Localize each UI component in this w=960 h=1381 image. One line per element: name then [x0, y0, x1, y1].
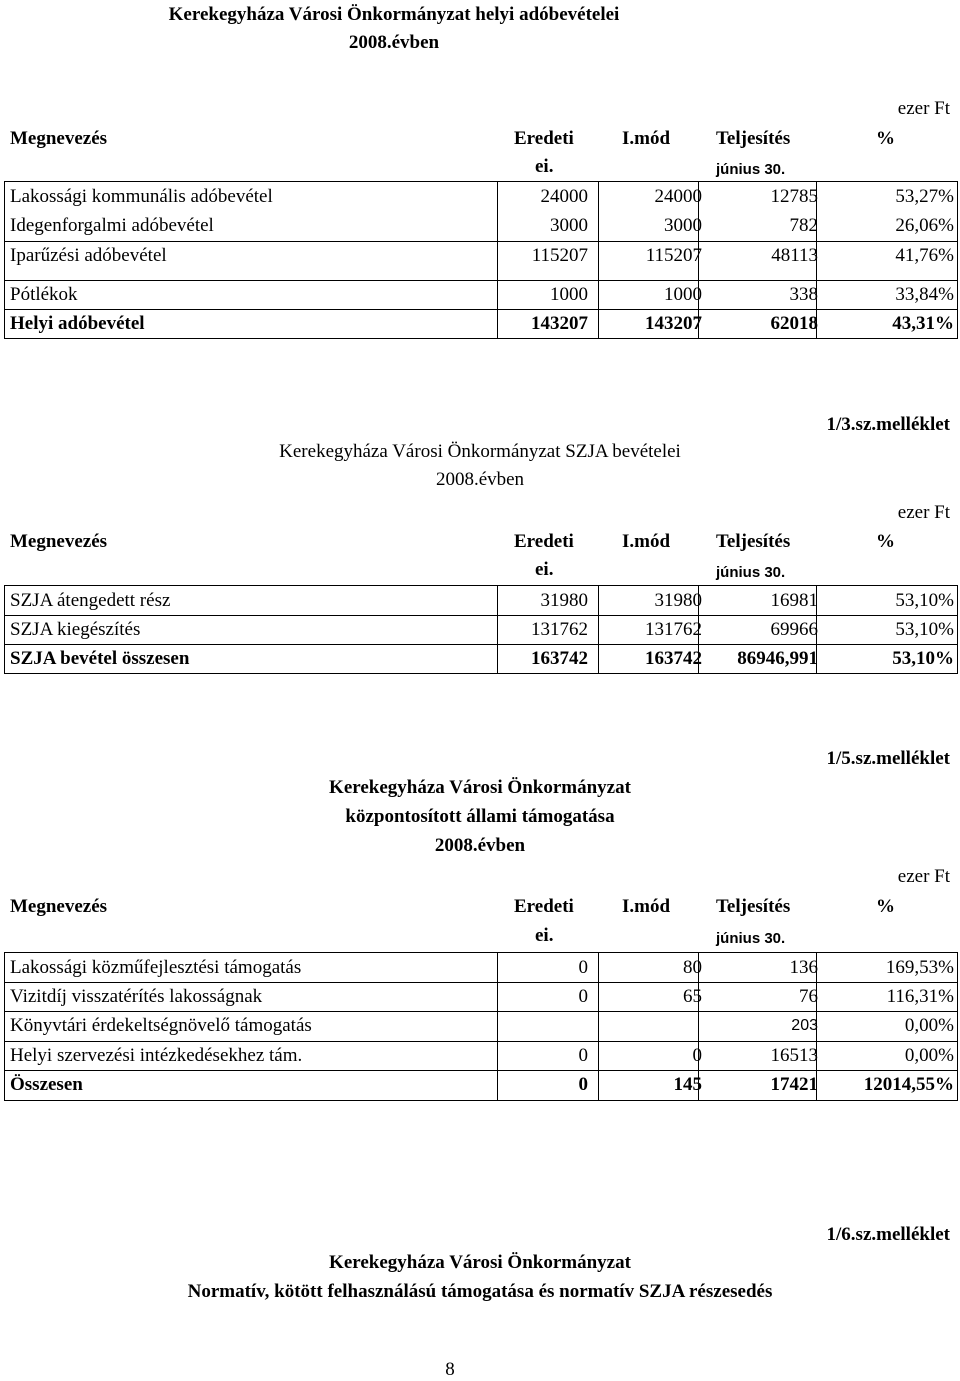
section1-title-line2: 2008.évben — [348, 32, 440, 53]
table-row — [4, 241, 958, 271]
row-fulfilment: 76 — [799, 986, 818, 1007]
header-name: Megnevezés — [10, 531, 108, 552]
total-modified: 143207 — [645, 313, 702, 334]
section2-title — [160, 441, 800, 491]
total-percent: 12014,55% — [863, 1074, 954, 1095]
section4-title — [80, 1252, 880, 1303]
row-original: 24000 — [540, 186, 588, 207]
header-fulfilment: Teljesítés — [716, 896, 791, 917]
table-row — [4, 1041, 958, 1071]
total-name: SZJA bevétel összesen — [10, 648, 190, 669]
row-percent: 41,76% — [895, 245, 954, 266]
section2-unit: ezer Ft — [897, 502, 950, 523]
row-modified: 24000 — [654, 186, 702, 207]
page-number: 8 — [445, 1359, 455, 1380]
row-fulfilment: 203 — [791, 1017, 818, 1034]
header-modified: I.mód — [622, 896, 671, 917]
header-fulfilment-date: június 30. — [716, 564, 786, 581]
row-name: Lakossági kommunális adóbevétel — [10, 186, 273, 207]
total-fulfilment: 62018 — [770, 313, 818, 334]
row-name: Könyvtári érdekeltségnövelő támogatás — [10, 1015, 312, 1036]
section3-unit: ezer Ft — [897, 866, 950, 887]
row-percent: 33,84% — [895, 284, 954, 305]
header-percent: % — [876, 896, 895, 917]
total-modified: 145 — [673, 1074, 702, 1095]
row-original: 115207 — [531, 245, 588, 266]
section3-title-line2: központosított állami támogatása — [345, 806, 615, 827]
row-name: Vizitdíj visszatérítés lakosságnak — [10, 986, 263, 1007]
header-original: Eredeti — [514, 128, 574, 149]
row-original: 0 — [578, 1045, 588, 1066]
section1-title-line1: Kerekegyháza Városi Önkormányzat helyi adóbevételei — [168, 4, 620, 25]
header-name: Megnevezés — [10, 128, 108, 149]
section3-title — [160, 777, 800, 857]
table-total-row — [4, 644, 958, 674]
table-row — [4, 586, 958, 616]
row-percent: 26,06% — [895, 215, 954, 236]
row-original: 0 — [578, 957, 588, 978]
total-name: Helyi adóbevétel — [10, 313, 145, 334]
header-original-sub: ei. — [535, 925, 554, 946]
row-name: Idegenforgalmi adóbevétel — [10, 215, 214, 236]
total-modified: 163742 — [645, 648, 702, 669]
header-fulfilment: Teljesítés — [716, 531, 791, 552]
row-name: Lakossági közműfejlesztési támogatás — [10, 957, 302, 978]
total-fulfilment: 17421 — [770, 1074, 818, 1095]
header-original: Eredeti — [514, 531, 574, 552]
row-modified: 0 — [692, 1045, 702, 1066]
header-original-sub: ei. — [535, 156, 554, 177]
row-modified: 115207 — [645, 245, 702, 266]
row-fulfilment: 16513 — [770, 1045, 818, 1066]
row-name: Iparűzési adóbevétel — [10, 245, 167, 266]
row-fulfilment: 782 — [789, 215, 818, 236]
table-row — [4, 953, 958, 983]
row-original: 131762 — [531, 619, 588, 640]
row-fulfilment: 48113 — [771, 245, 818, 266]
total-fulfilment: 86946,991 — [737, 648, 818, 669]
row-modified: 1000 — [664, 284, 702, 305]
header-percent: % — [876, 128, 895, 149]
row-original: 31980 — [540, 590, 588, 611]
section3-title-line3: 2008.évben — [434, 835, 526, 856]
row-original: 0 — [578, 986, 588, 1007]
row-percent: 0,00% — [904, 1045, 954, 1066]
section4-title-line1: Kerekegyháza Városi Önkormányzat — [329, 1252, 631, 1273]
section2-annex: 1/3.sz.melléklet — [826, 414, 950, 435]
row-fulfilment: 16981 — [770, 590, 818, 611]
section2-title-line1: Kerekegyháza Városi Önkormányzat SZJA bevételei — [279, 441, 681, 462]
row-percent: 53,10% — [895, 619, 954, 640]
row-percent: 53,27% — [895, 186, 954, 207]
header-modified: I.mód — [622, 128, 671, 149]
section4-title-line2: Normatív, kötött felhasználású támogatása és normatív SZJA részesedés — [187, 1281, 773, 1302]
row-modified: 131762 — [645, 619, 702, 640]
row-modified: 65 — [683, 986, 702, 1007]
row-percent: 0,00% — [904, 1015, 954, 1036]
section3-annex: 1/5.sz.melléklet — [826, 748, 950, 769]
table-row — [4, 211, 958, 241]
table-row — [4, 982, 958, 1012]
row-name: Helyi szervezési intézkedésekhez tám. — [10, 1045, 303, 1066]
total-percent: 43,31% — [892, 313, 954, 334]
table-row — [4, 280, 958, 310]
header-name: Megnevezés — [10, 896, 108, 917]
row-name: Pótlékok — [10, 284, 78, 305]
header-original: Eredeti — [514, 896, 574, 917]
total-name: Összesen — [10, 1074, 83, 1095]
section3-title-line1: Kerekegyháza Városi Önkormányzat — [329, 777, 631, 798]
row-modified: 31980 — [654, 590, 702, 611]
row-original: 3000 — [550, 215, 588, 236]
header-modified: I.mód — [622, 531, 671, 552]
row-percent: 53,10% — [895, 590, 954, 611]
row-name: SZJA átengedett rész — [10, 590, 171, 611]
header-percent: % — [876, 531, 895, 552]
row-fulfilment: 136 — [789, 957, 818, 978]
table-row — [4, 182, 958, 212]
row-modified: 3000 — [664, 215, 702, 236]
row-fulfilment: 12785 — [770, 186, 818, 207]
total-percent: 53,10% — [892, 648, 954, 669]
total-original: 143207 — [531, 313, 588, 334]
row-percent: 169,53% — [885, 957, 954, 978]
row-fulfilment: 69966 — [770, 619, 818, 640]
section2-title-line2: 2008.évben — [435, 469, 525, 490]
section4-annex: 1/6.sz.melléklet — [826, 1224, 950, 1245]
section1-unit: ezer Ft — [897, 98, 950, 119]
section1-title — [0, 4, 960, 54]
header-fulfilment-date: június 30. — [716, 161, 786, 178]
row-modified: 80 — [683, 957, 702, 978]
table-total-row — [4, 1070, 958, 1100]
row-modified — [604, 1011, 702, 1041]
row-name: SZJA kiegészítés — [10, 619, 141, 640]
row-original: 1000 — [550, 284, 588, 305]
total-original: 163742 — [531, 648, 588, 669]
table-row — [4, 1011, 958, 1041]
header-fulfilment: Teljesítés — [716, 128, 791, 149]
row-original — [504, 1011, 588, 1041]
total-original: 0 — [578, 1074, 588, 1095]
header-fulfilment-date: június 30. — [716, 930, 786, 947]
table-total-row — [4, 309, 958, 339]
table-row — [4, 615, 958, 645]
row-fulfilment: 338 — [789, 284, 818, 305]
row-percent: 116,31% — [886, 986, 954, 1007]
header-original-sub: ei. — [535, 559, 554, 580]
